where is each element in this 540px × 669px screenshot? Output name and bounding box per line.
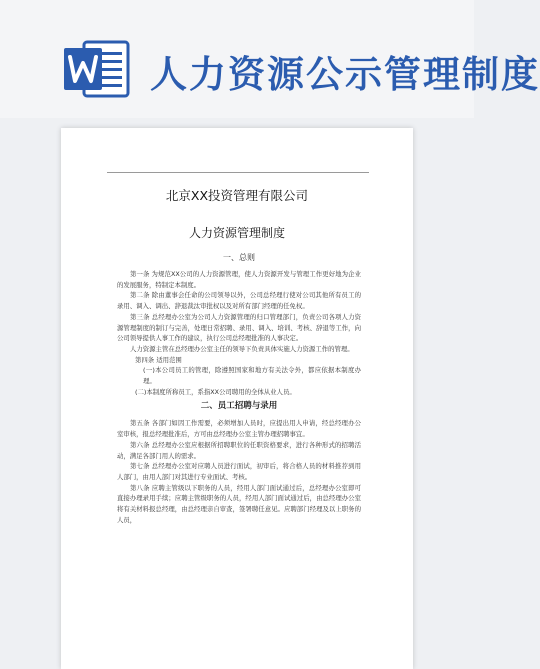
paragraph: 第五条 各部门如因工作需要，必须增加人员时，应提出用人申请，经总经理办公室审核，报总经理批准后，方可由总经理办公室主管办理招聘事宜。 <box>117 419 361 439</box>
document-page <box>61 128 413 669</box>
header-banner <box>0 0 540 118</box>
paragraph: 第八条 应聘主管级以下职务的人员，经用人部门面试通过后，总经理办公室即可直接办理录用手续；应聘主管级职务的人员，经用人部门面试通过后，由总经理办公室将有关材料报总经理，由总经理亲自审查，签署聘任意见。应聘部门经理及以上职务的人员， <box>117 483 361 524</box>
paragraph: 第二条 除由董事会任命的公司领导以外，公司总经理行使对公司其他所有员工的录用、调入、调出、辞退裁汰审批权以及对所有部门经理的任免权。 <box>117 291 361 311</box>
scope-heading: 第四条 适用范围 <box>135 355 182 364</box>
paragraph: 第六条 总经理办公室应根据所招聘职位的任职资格要求，进行各种形式的招聘活动，满足各部门用人的需求。 <box>117 440 361 460</box>
document-body <box>117 248 361 525</box>
word-document-icon <box>62 40 130 98</box>
document-title: 人力资源管理制度 <box>188 226 285 240</box>
scope-item: (一)本公司员工的管理，除遵照国家和地方有关法令外，都应依据本制度办理。 <box>143 366 361 386</box>
section-heading-recruitment: 二、员工招聘与录用 <box>200 401 278 412</box>
paragraph: 第七条 总经理办公室对应聘人员进行面试，初审后，将合格人员的材料推荐到用人部门，由用人部门对其进行专业面试、考核。 <box>117 462 361 481</box>
header-rule <box>107 172 369 173</box>
section-heading-general: 一、总则 <box>223 253 255 262</box>
paragraph: 第三条 总经理办公室为公司人力资源管理的归口管理部门，负责公司各项人力资源管理制度的制订与完善，处理日常招聘、录用、调入、培训、考核、辞退等工作，向公司领导提供人事工作的建议，执行公司总经理批准的人事决定。 <box>117 312 361 343</box>
scope-item: (二)本制度所称员工，系指XX公司聘用的全体从业人员。 <box>135 387 296 396</box>
banner-title: 人力资源公示管理制度 <box>150 53 540 96</box>
company-name: 北京XX投资管理有限公司 <box>165 188 309 203</box>
paragraph: 第一条 为规范XX公司的人力资源管理，使人力资源开发与管理工作更好地为企业的发展服务，特制定本制度。 <box>117 270 361 289</box>
paragraph: 人力资源主管在总经理办公室主任的领导下负责具体实施人力资源工作的管理。 <box>130 344 354 353</box>
